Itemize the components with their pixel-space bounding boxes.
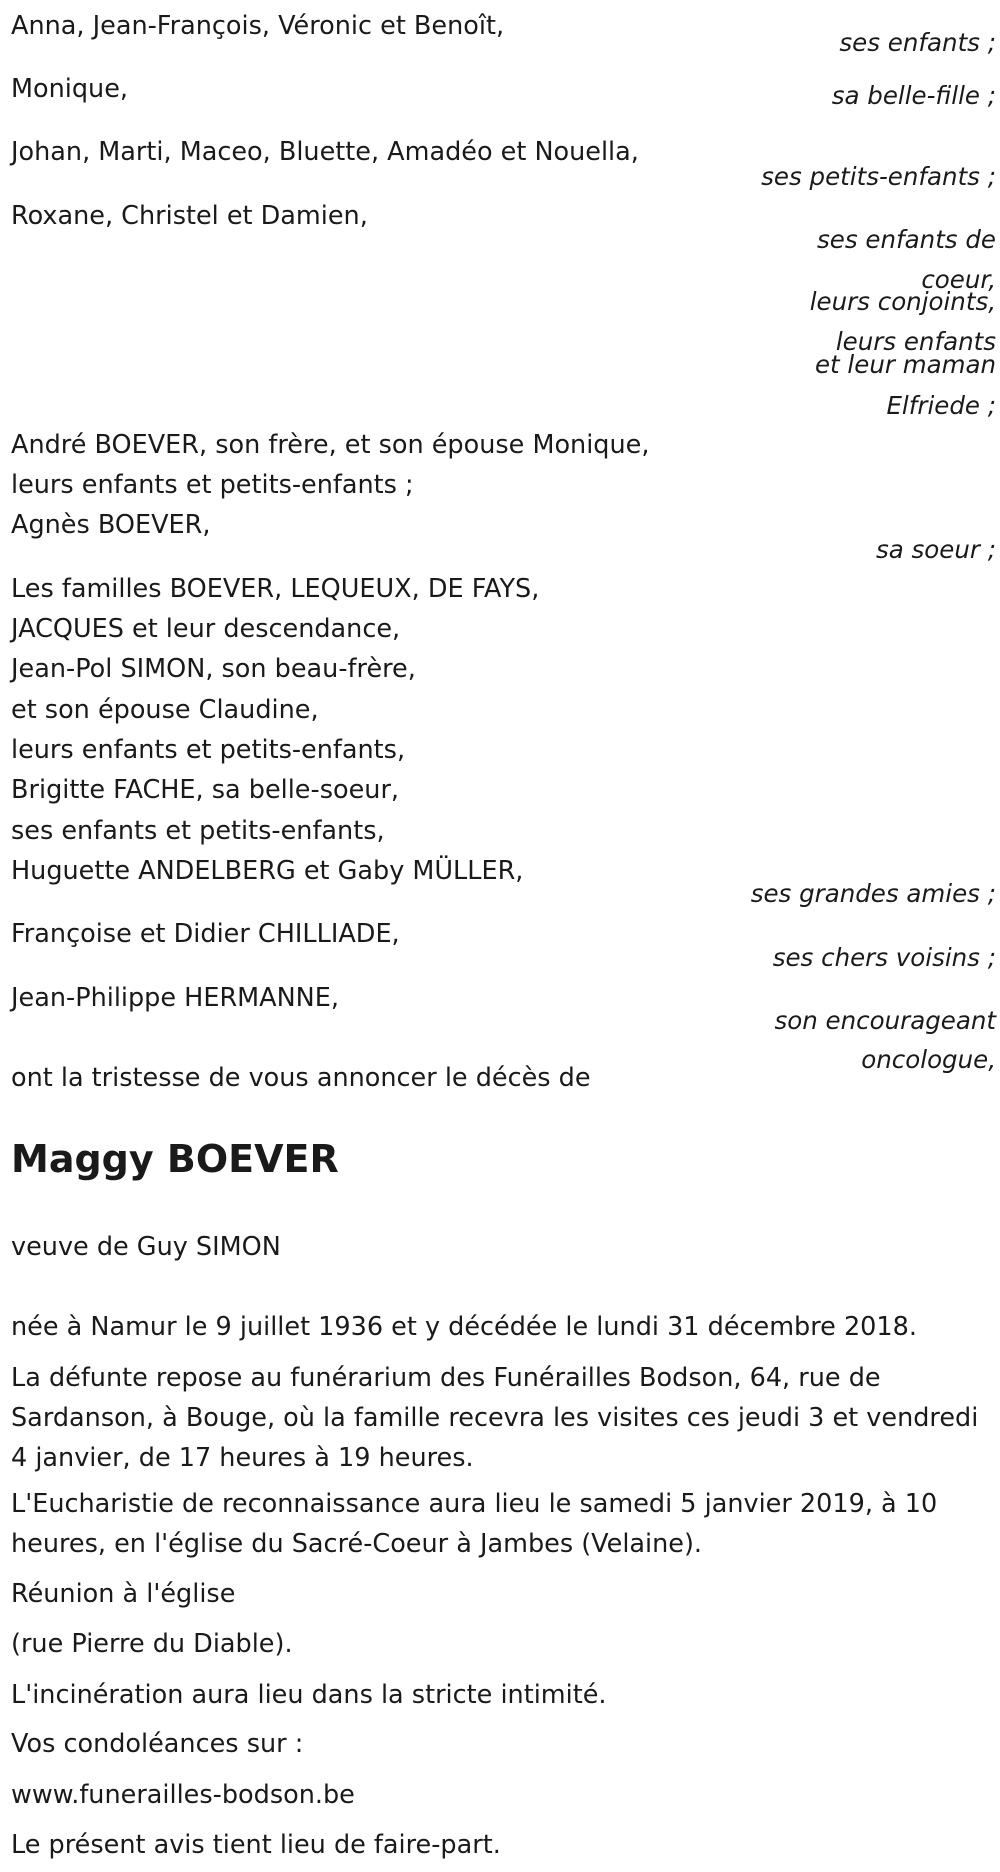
notice-line: Le présent avis tient lieu de faire-part. (11, 1830, 501, 1860)
families-line: Jean-Pol SIMON, son beau-frère, (11, 654, 416, 684)
brother-line: André BOEVER, son frère, et son épouse Monique, (11, 430, 650, 460)
birth-death-line: née à Namur le 9 juillet 1936 et y décédée le lundi 31 décembre 2018. (11, 1312, 917, 1342)
neighbours-role: ses chers voisins ; (772, 943, 996, 972)
neighbours-names: Françoise et Didier CHILLIADE, (11, 919, 400, 949)
sister-role: sa soeur ; (875, 535, 996, 564)
friends-role: ses grandes amies ; (750, 879, 996, 908)
meeting-street: (rue Pierre du Diable). (11, 1629, 293, 1659)
viewing-paragraph: La défunte repose au funérarium des Funérailles Bodson, 64, rue de Sardanson, à Bouge, où la famille recevra les visites ces jeudi 3 et vendredi 4 janvier, de 17 heures à 19 heures. (11, 1363, 979, 1473)
sister-name: Agnès BOEVER, (11, 510, 211, 540)
meeting-line: Réunion à l'église (11, 1579, 236, 1609)
cremation-line: L'incinération aura lieu dans la stricte intimité. (11, 1680, 607, 1710)
grandchildren-role: ses petits-enfants ; (761, 162, 996, 191)
condolences-line: Vos condoléances sur : (11, 1729, 304, 1759)
families-line: Les familles BOEVER, LEQUEUX, DE FAYS, (11, 574, 540, 604)
announcement-line: ont la tristesse de vous annoncer le décès de (11, 1063, 591, 1093)
oncologist-role-line: son encourageant (774, 1006, 996, 1035)
website-link[interactable]: www.funerailles-bodson.be (11, 1780, 355, 1810)
heart-children-role-line: coeur, (921, 265, 996, 294)
heart-children-role-line: Elfriede ; (886, 391, 996, 420)
heart-children-role-line: ses enfants de (817, 225, 996, 254)
heart-children-role-line: leurs conjoints, (809, 287, 996, 316)
grandchildren-names: Johan, Marti, Maceo, Bluette, Amadéo et Nouella, (11, 137, 639, 167)
oncologist-role-line: oncologue, (861, 1045, 996, 1074)
widow-of: veuve de Guy SIMON (11, 1232, 281, 1262)
families-line: Brigitte FACHE, sa belle-soeur, (11, 775, 400, 805)
mass-paragraph: L'Eucharistie de reconnaissance aura lieu le samedi 5 janvier 2019, à 10 heures, en l'église du Sacré-Coeur à Jambes (Velaine). (11, 1489, 938, 1559)
children-names: Anna, Jean-François, Véronic et Benoît, (11, 11, 505, 41)
deceased-name: Maggy BOEVER (11, 1137, 339, 1181)
heart-children-names: Roxane, Christel et Damien, (11, 201, 368, 231)
families-line: et son épouse Claudine, (11, 695, 319, 725)
families-line: Huguette ANDELBERG et Gaby MÜLLER, (11, 856, 524, 886)
heart-children-role-line: et leur maman (814, 350, 996, 379)
families-line: leurs enfants et petits-enfants, (11, 735, 406, 765)
heart-children-role-line: leurs enfants (835, 327, 996, 356)
families-line: JACQUES et leur descendance, (11, 614, 401, 644)
daughter-in-law-name: Monique, (11, 74, 128, 104)
brother-line: leurs enfants et petits-enfants ; (11, 470, 414, 500)
daughter-in-law-role: sa belle-fille ; (831, 81, 996, 110)
families-line: ses enfants et petits-enfants, (11, 816, 385, 846)
oncologist-name: Jean-Philippe HERMANNE, (11, 983, 339, 1013)
children-role: ses enfants ; (839, 28, 996, 57)
